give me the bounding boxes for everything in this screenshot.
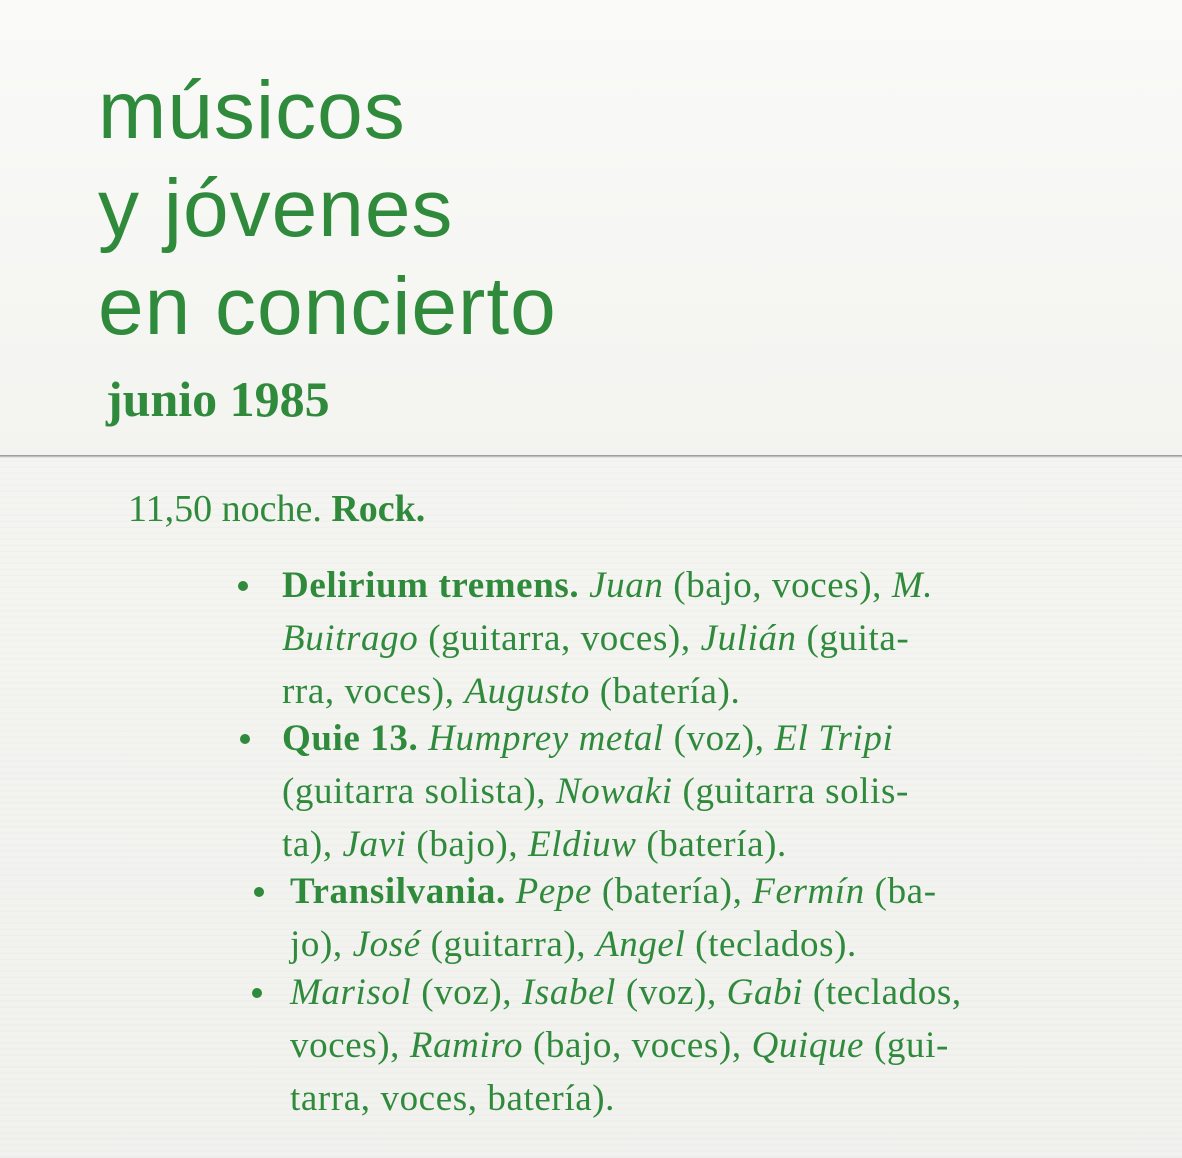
entry-text: voces), xyxy=(290,1025,410,1066)
entry-text: (teclados, xyxy=(803,972,962,1013)
program-time: 11,50 noche. xyxy=(128,488,322,530)
entry-text: (guita- xyxy=(796,618,910,659)
program-time-line xyxy=(128,487,425,531)
entry-text: (ba- xyxy=(864,871,937,912)
entry-text: tarra, voces, batería). xyxy=(290,1078,616,1119)
entry-line xyxy=(290,918,1100,971)
musician-name: Ramiro xyxy=(409,1025,524,1066)
entry-text: (teclados). xyxy=(685,924,857,965)
musician-name: Isabel xyxy=(522,972,617,1013)
entry-line xyxy=(282,612,1092,665)
musician-name: Buitrago xyxy=(282,618,419,659)
entry-text: (guitarra), xyxy=(420,924,597,965)
entry-text: (voz), xyxy=(411,972,523,1013)
entry-text: (guitarra, voces), xyxy=(418,618,701,659)
entry-line xyxy=(290,1019,1100,1072)
entry-text: rra, voces), xyxy=(282,671,465,712)
program-genre: Rock. xyxy=(331,488,426,530)
musician-name: Humprey metal xyxy=(428,718,664,759)
entry-text: (gui- xyxy=(864,1025,949,1066)
entry-text xyxy=(579,565,589,606)
musician-name: Eldiuw xyxy=(528,824,637,865)
entry-text: (guitarra solis- xyxy=(672,771,909,812)
band-entry-text xyxy=(282,712,1092,871)
band-entry xyxy=(282,559,1092,718)
entry-text: (batería), xyxy=(592,871,753,912)
entry-text: (bajo), xyxy=(406,824,529,865)
entry-line xyxy=(290,1072,1100,1125)
band-name: Transilvania. xyxy=(290,871,506,912)
entry-text: (bajo, voces), xyxy=(663,565,892,606)
band-entry xyxy=(290,966,1100,1125)
title-line-1: músicos xyxy=(98,65,406,156)
bullet-icon xyxy=(252,988,262,998)
musician-name: Juan xyxy=(589,565,664,606)
entry-line xyxy=(290,865,1100,918)
musician-name: Angel xyxy=(596,924,686,965)
band-name: Quie 13. xyxy=(282,718,419,759)
band-entry xyxy=(282,712,1092,871)
entry-text: jo), xyxy=(290,924,353,965)
entry-line xyxy=(282,559,1092,612)
entry-text: (guitarra solista), xyxy=(282,771,556,812)
entry-text: (batería). xyxy=(636,824,787,865)
entry-text xyxy=(506,871,516,912)
bullet-icon xyxy=(254,887,264,897)
musician-name: Augusto xyxy=(464,671,590,712)
entry-line xyxy=(282,665,1092,718)
bullet-icon xyxy=(240,734,250,744)
entry-text: (voz), xyxy=(616,972,727,1013)
musician-name: Gabi xyxy=(726,972,804,1013)
musician-name: Javi xyxy=(342,824,407,865)
band-entry-text xyxy=(290,865,1100,971)
band-entry xyxy=(290,865,1100,971)
musician-name: El Tripi xyxy=(774,718,894,759)
band-name: Delirium tremens. xyxy=(282,565,580,606)
entry-text: ta), xyxy=(282,824,343,865)
entry-text: (batería). xyxy=(589,671,741,712)
musician-name: M. xyxy=(891,565,934,606)
fold-divider xyxy=(0,455,1182,458)
entry-line xyxy=(282,712,1092,765)
entry-line xyxy=(290,966,1100,1019)
entry-line xyxy=(282,818,1092,871)
entry-line xyxy=(282,765,1092,818)
entry-text: (voz), xyxy=(663,718,775,759)
musician-name: Julián xyxy=(700,618,797,659)
title-line-2: y jóvenes xyxy=(98,163,454,254)
musician-name: José xyxy=(352,924,421,965)
header-card xyxy=(0,0,1182,455)
musician-name: Marisol xyxy=(290,972,412,1013)
bullet-icon xyxy=(238,581,248,591)
musician-name: Nowaki xyxy=(556,771,673,812)
date-label: junio 1985 xyxy=(106,371,330,427)
musician-name: Quique xyxy=(751,1025,865,1066)
title-line-3: en concierto xyxy=(98,261,557,352)
band-entry-text xyxy=(290,966,1100,1125)
entry-text: (bajo, voces), xyxy=(523,1025,752,1066)
band-entry-text xyxy=(282,559,1092,718)
musician-name: Pepe xyxy=(515,871,593,912)
entry-text xyxy=(418,718,428,759)
musician-name: Fermín xyxy=(752,871,865,912)
